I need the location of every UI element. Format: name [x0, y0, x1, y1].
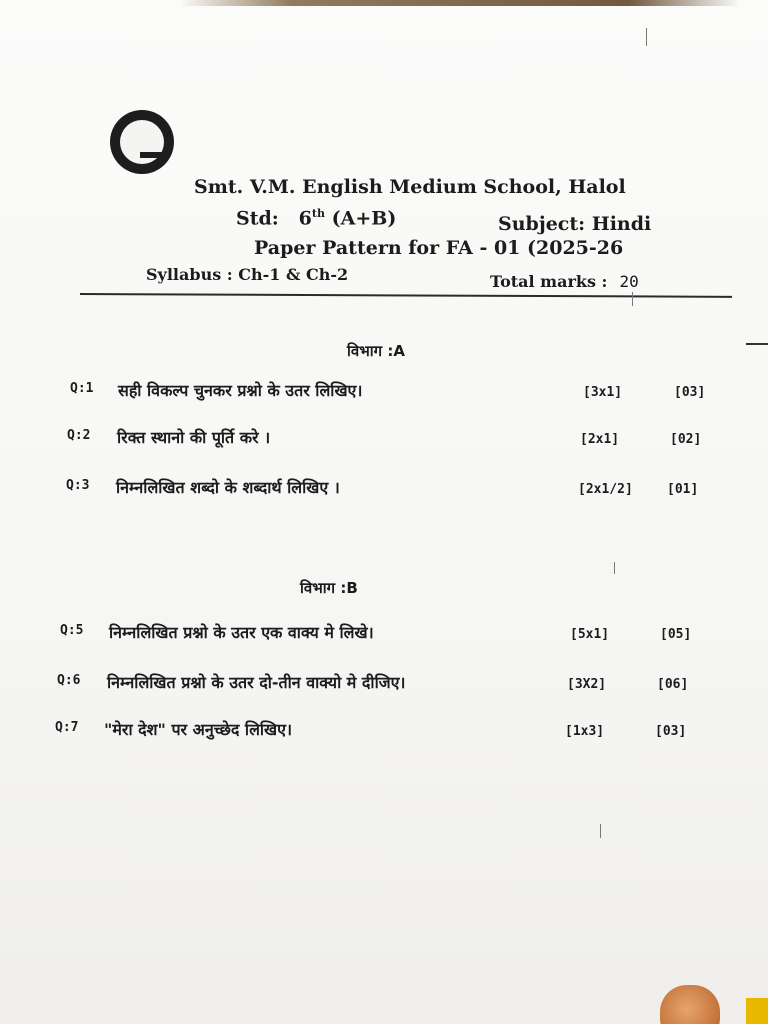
section-b-title: विभाग :B: [300, 579, 358, 597]
header-divider: [80, 293, 732, 298]
question-number: Q:6: [57, 673, 81, 688]
question-number: Q:3: [66, 478, 90, 493]
question-text: निम्नलिखित प्रश्नो के उतर दो-तीन वाक्यो मे दीजिए।: [107, 673, 406, 692]
question-text: निम्नलिखित शब्दो के शब्दार्थ लिखिए ।: [116, 478, 340, 497]
syllabus: Syllabus : Ch-1 & Ch-2: [146, 265, 349, 284]
question-text: रिक्त स्थानो की पूर्ति करे ।: [117, 428, 271, 447]
question-marks: [02]: [670, 432, 702, 447]
pen-mark: [614, 562, 615, 574]
thumb-finger: [660, 985, 720, 1024]
background-corner: [746, 998, 768, 1024]
section-a-title: विभाग :A: [347, 342, 405, 360]
question-text: सही विकल्प चुनकर प्रश्नो के उतर लिखिए।: [118, 381, 363, 400]
standard: Std: 6th (A+B): [236, 207, 397, 230]
question-marks: [05]: [660, 627, 692, 642]
paper-pattern-title: Paper Pattern for FA - 01 (2025-26: [254, 237, 624, 259]
pen-mark: [646, 28, 647, 46]
question-number: Q:7: [55, 720, 79, 735]
question-number: Q:5: [60, 623, 84, 638]
question-distribution: [2x1/2]: [578, 482, 633, 497]
question-distribution: [3X2]: [567, 677, 607, 692]
question-distribution: [2x1]: [580, 432, 620, 447]
question-number: Q:2: [67, 428, 91, 443]
question-number: Q:1: [70, 381, 94, 396]
question-distribution: [1x3]: [565, 724, 605, 739]
question-distribution: [5x1]: [570, 627, 610, 642]
pen-mark: [632, 292, 633, 306]
question-marks: [03]: [674, 385, 706, 400]
question-marks: [06]: [657, 677, 689, 692]
pen-mark: [600, 824, 601, 838]
question-distribution: [3x1]: [583, 385, 623, 400]
question-marks: [03]: [655, 724, 687, 739]
edge-mark: [746, 343, 768, 345]
total-marks: Total marks : 20: [490, 272, 639, 291]
question-text: "मेरा देश" पर अनुच्छेद लिखिए।: [104, 720, 293, 739]
subject: Subject: Hindi: [498, 213, 652, 235]
school-logo: [110, 110, 174, 174]
school-name: Smt. V.M. English Medium School, Halol: [194, 176, 626, 198]
question-text: निम्नलिखित प्रश्नो के उतर एक वाक्य मे लिखे।: [109, 623, 374, 642]
question-marks: [01]: [667, 482, 699, 497]
paper-top-edge: [180, 0, 740, 6]
